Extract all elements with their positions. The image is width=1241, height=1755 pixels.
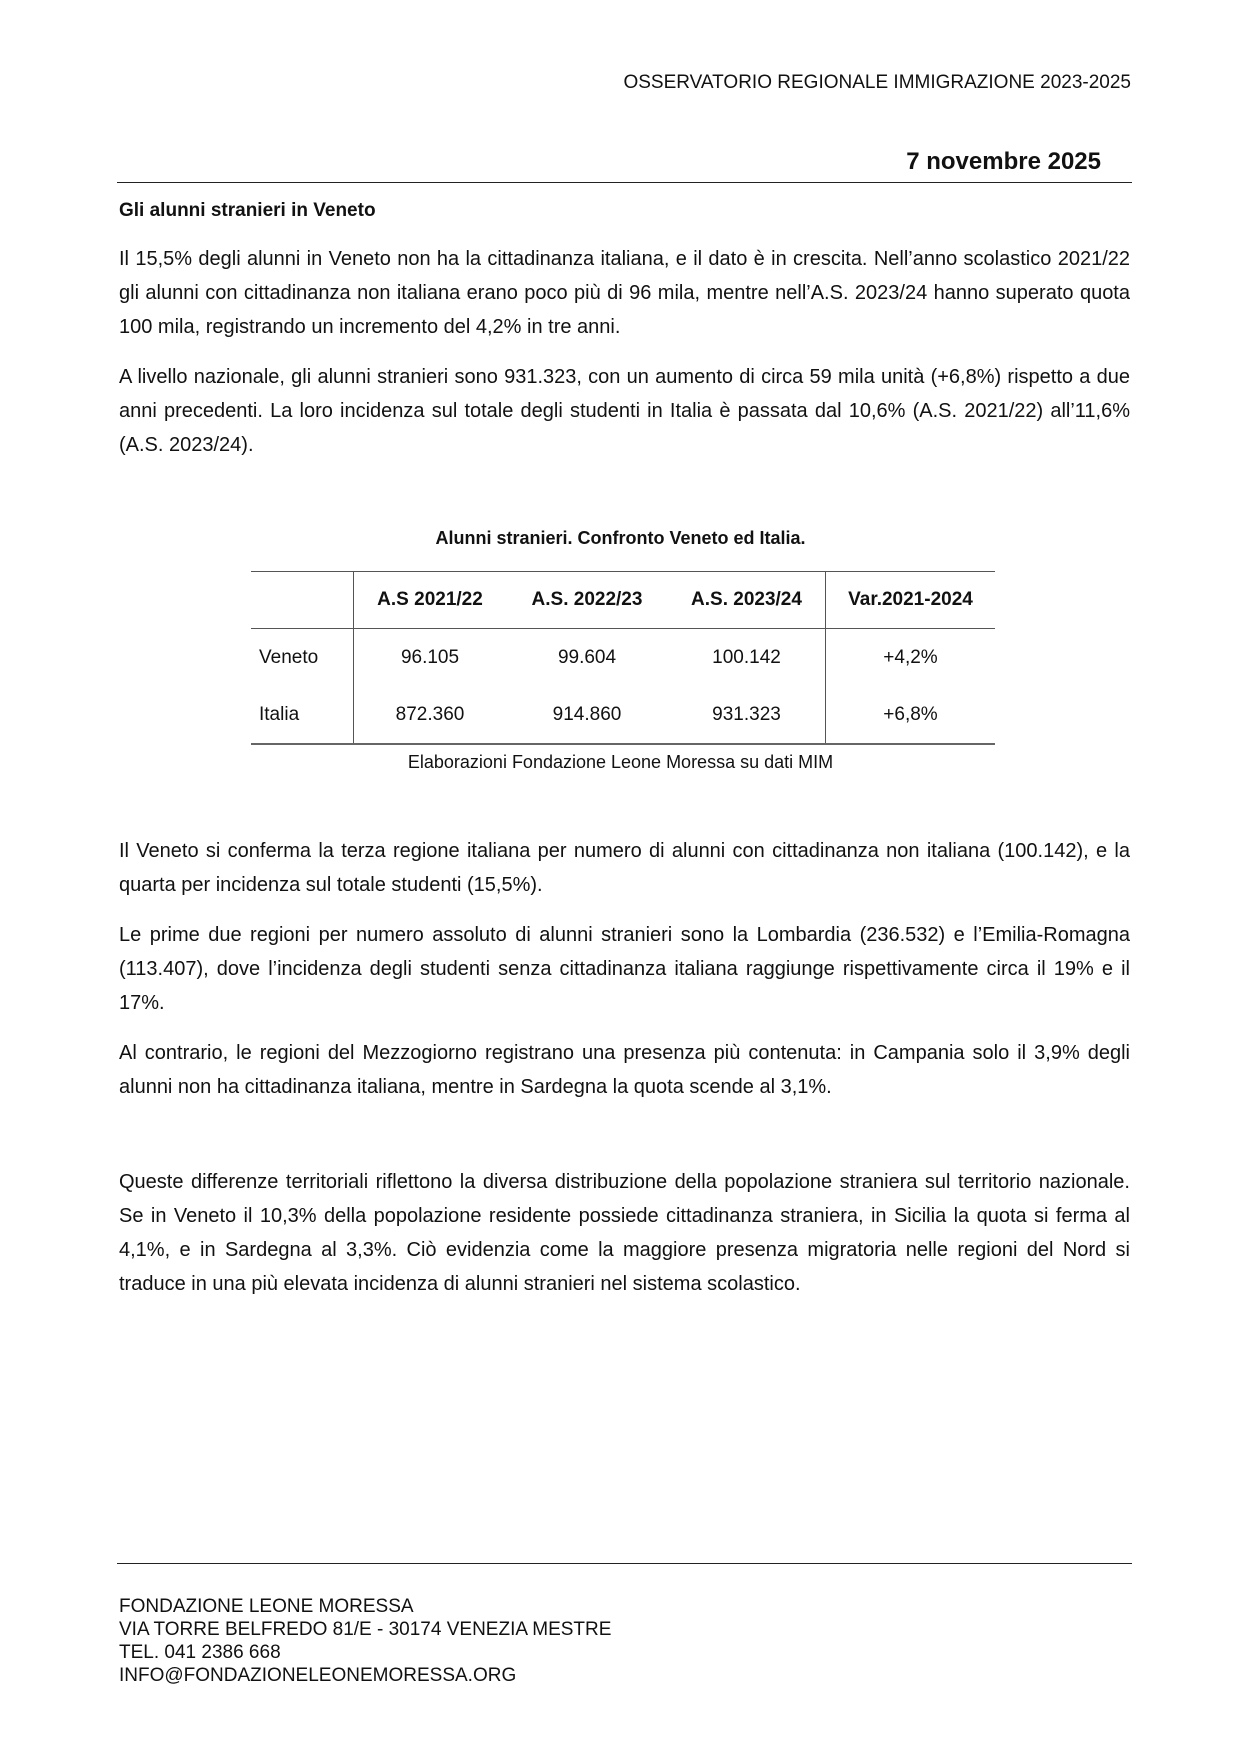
cell-value: +6,8% <box>826 686 996 744</box>
cell-value: 99.604 <box>557 646 617 668</box>
comparison-table <box>251 571 995 745</box>
footer-contact <box>119 1595 611 1687</box>
table-row-veneto <box>251 629 995 687</box>
footer-org: FONDAZIONE LEONE MORESSA <box>119 1596 414 1617</box>
article-title: Gli alunni stranieri in Veneto <box>119 200 376 221</box>
table-row-italia <box>251 686 995 744</box>
column-header-2023-24: A.S. 2023/24 <box>668 572 826 629</box>
paragraph-4: Le prime due regioni per numero assoluto di alunni stranieri sono la Lombardia (236.532) e l’Emilia-Romagna (113.407), dove l’incidenza degli studenti senza cittadinanza italiana raggiunge rispettivamente circa il 19% e il 17%. <box>119 924 1130 1014</box>
column-header-2021-22: A.S 2021/22 <box>354 572 507 629</box>
column-header-variation: Var.2021-2024 <box>826 572 996 629</box>
footer-address: VIA TORRE BELFREDO 81/E - 30174 VENEZIA MESTRE <box>119 1619 612 1640</box>
column-header-2022-23: A.S. 2022/23 <box>506 572 668 629</box>
paragraph-5: Al contrario, le regioni del Mezzogiorno registrano una presenza più contenuta: in Campania solo il 3,9% degli alunni non ha cittadinanza italiana, mentre in Sardegna la quota scende al 3,1%. <box>119 1042 1130 1098</box>
cell-value: 914.860 <box>552 703 622 725</box>
cell-value: 931.323 <box>712 703 781 725</box>
table-header-row <box>251 572 995 629</box>
cell-value: 96.105 <box>354 629 507 687</box>
paragraph-2: A livello nazionale, gli alunni stranieri sono 931.323, con un aumento di circa 59 mila unità (+6,8%) rispetto a due anni precedenti. La loro incidenza sul totale degli studenti in Italia è passata dal 10,6% (A.S. 2021/22) all’11,6% (A.S. 2023/24). <box>119 366 1130 456</box>
column-header-empty <box>251 572 354 629</box>
table-title: Alunni stranieri. Confronto Veneto ed Italia. <box>435 528 806 548</box>
footer-email: INFO@FONDAZIONELEONEMORESSA.ORG <box>119 1665 517 1686</box>
series-title: OSSERVATORIO REGIONALE IMMIGRAZIONE 2023-2025 <box>623 72 1131 93</box>
cell-value: +4,2% <box>826 629 996 687</box>
footer-phone: TEL. 041 2386 668 <box>119 1642 281 1663</box>
row-label: Italia <box>259 703 300 725</box>
table-source-note: Elaborazioni Fondazione Leone Moressa su dati MIM <box>407 752 834 772</box>
row-label: Veneto <box>259 646 319 668</box>
paragraph-3: Il Veneto si conferma la terza regione italiana per numero di alunni con cittadinanza non italiana (100.142), e la quarta per incidenza sul totale studenti (15,5%). <box>119 840 1130 896</box>
publication-date: 7 novembre 2025 <box>906 148 1101 175</box>
paragraph-6: Queste differenze territoriali riflettono la diversa distribuzione della popolazione straniera sul territorio nazionale. Se in Veneto il 10,3% della popolazione residente possiede cittadinanza straniera, in Sicilia la quota si ferma al 4,1%, e in Sardegna al 3,3%. Ciò evidenzia come la maggiore presenza migratoria nelle regioni del Nord si traduce in una più elevata incidenza di alunni stranieri nel sistema scolastico. <box>119 1171 1130 1295</box>
cell-value: 100.142 <box>712 646 781 668</box>
header-divider <box>117 182 1132 183</box>
paragraph-1: Il 15,5% degli alunni in Veneto non ha la cittadinanza italiana, e il dato è in crescita. Nell’anno scolastico 2021/22 gli alunni con cittadinanza non italiana erano poco più di 96 mila, mentre nell’A.S. 2023/24 hanno superato quota 100 mila, registrando un incremento del 4,2% in tre anni. <box>119 248 1130 338</box>
cell-value: 872.360 <box>354 686 507 744</box>
footer-divider <box>117 1563 1132 1564</box>
